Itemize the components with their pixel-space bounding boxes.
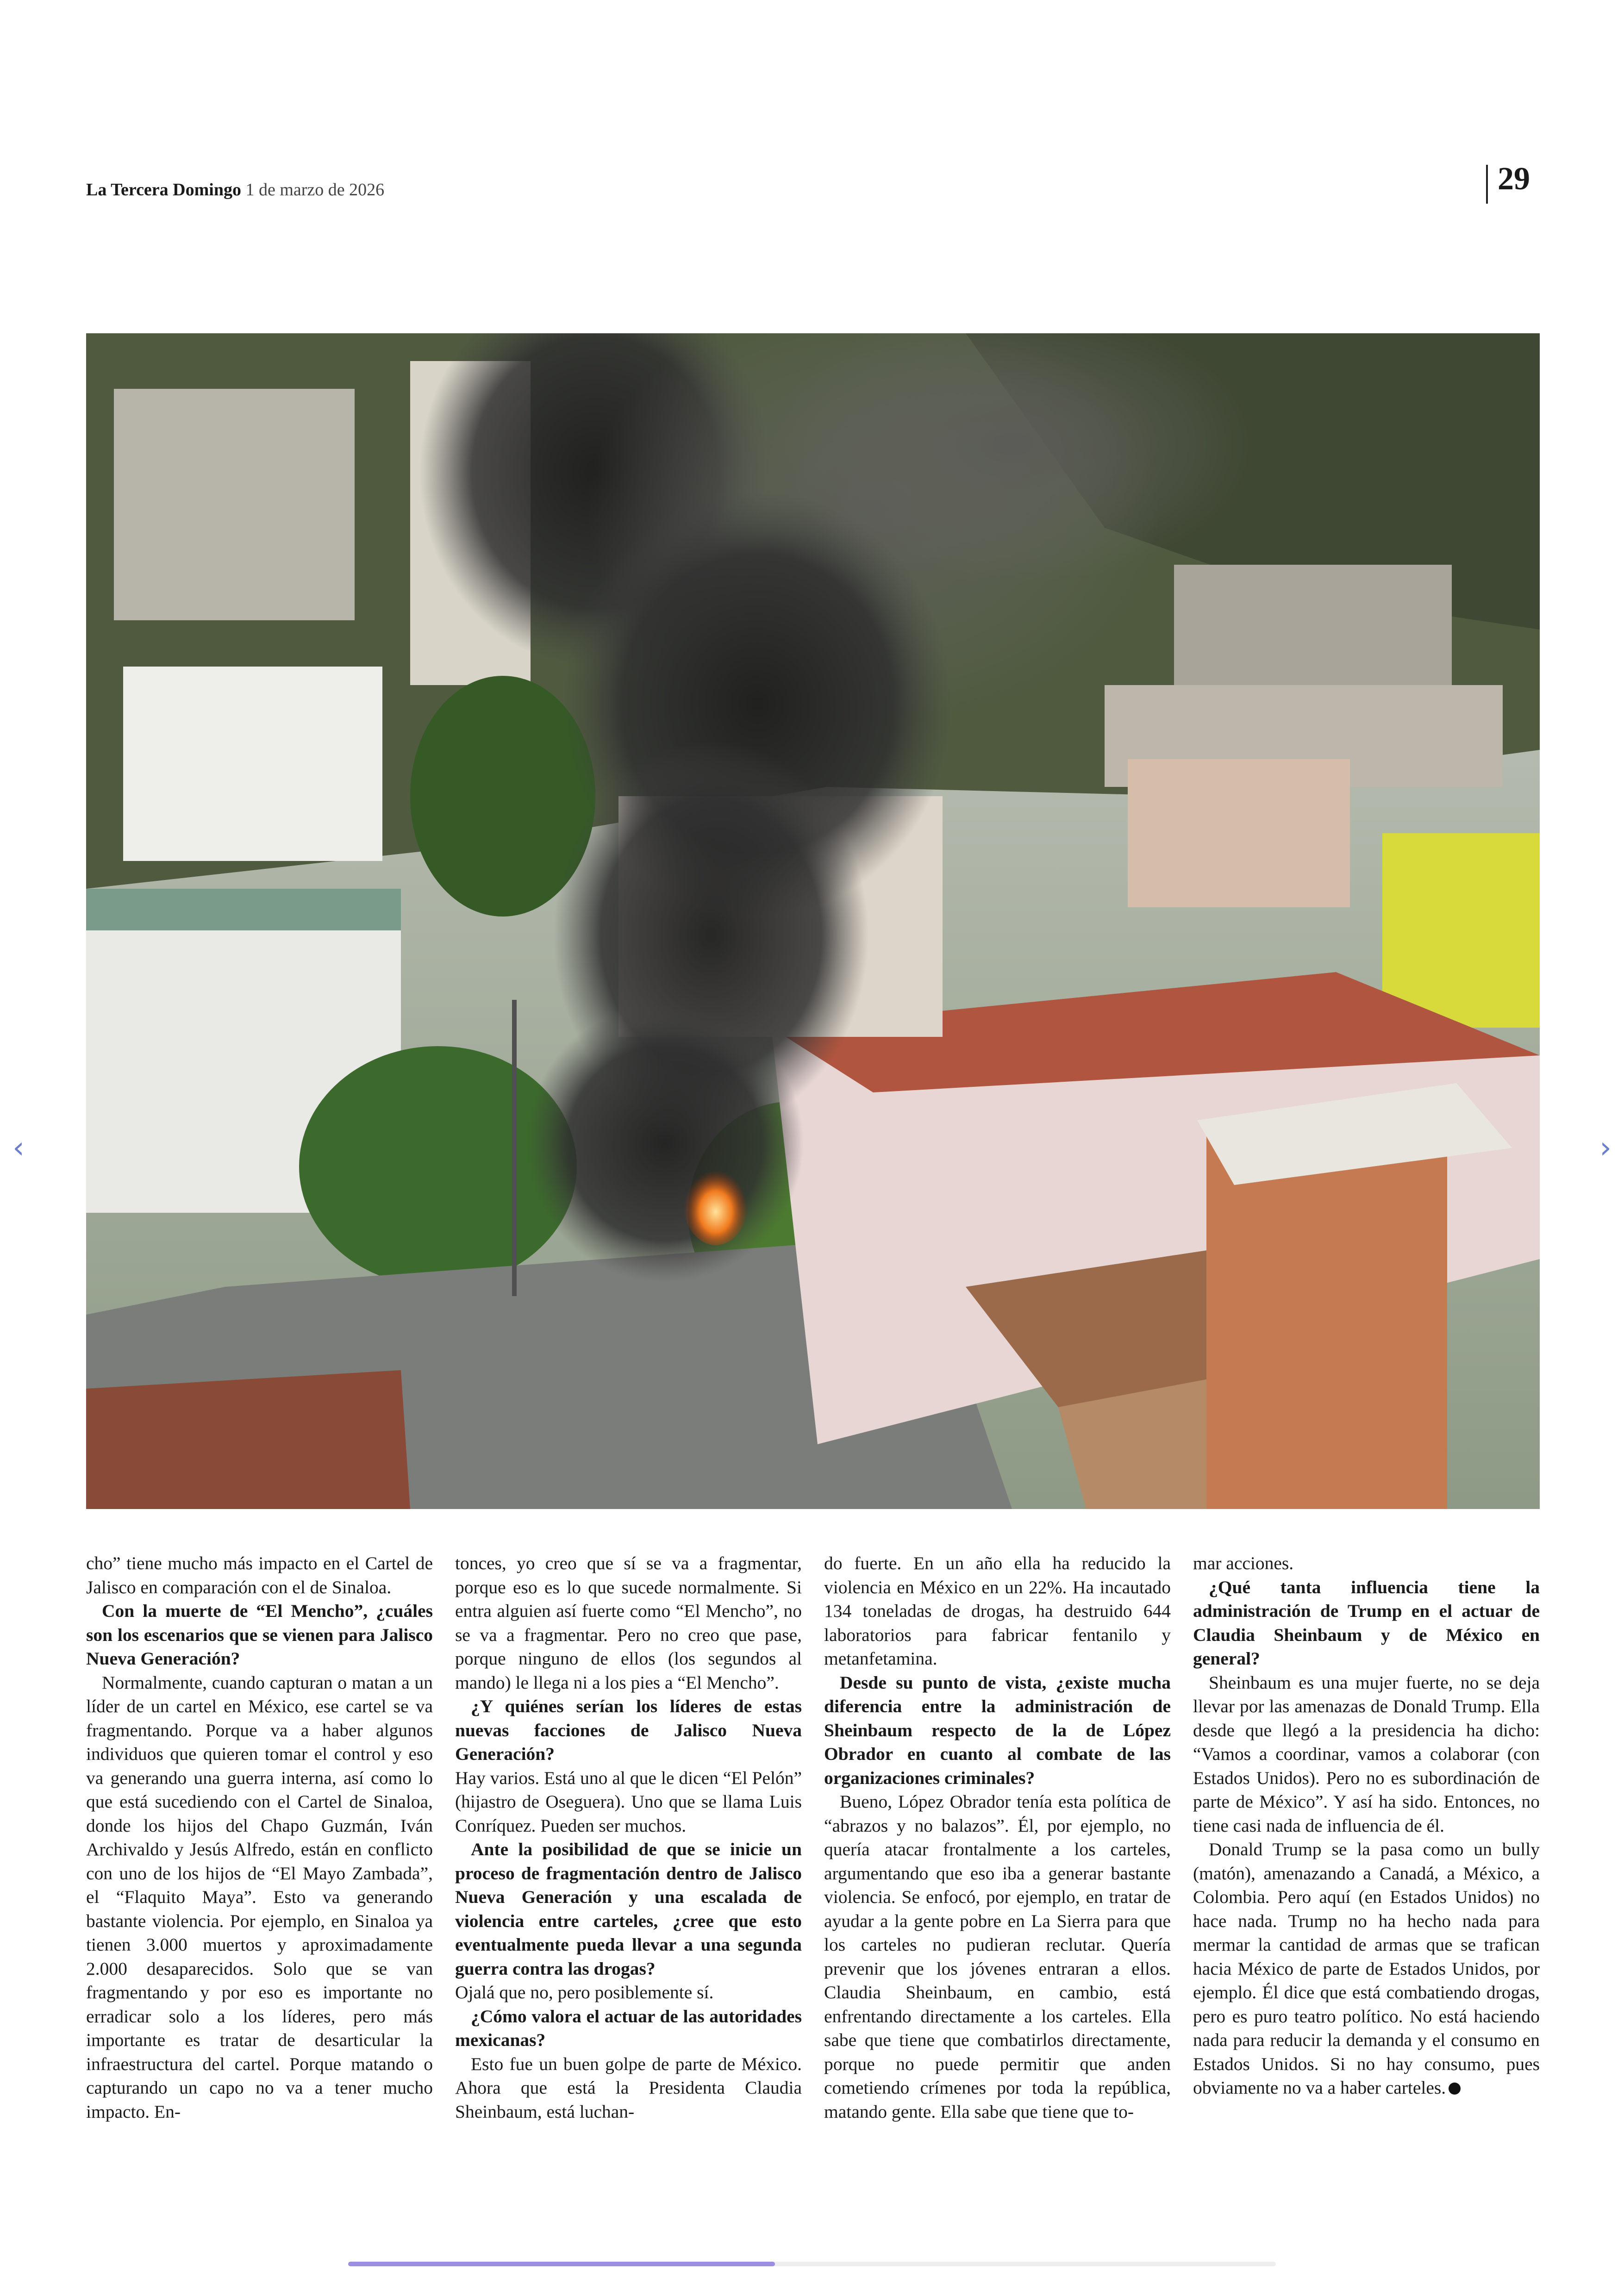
article-photo [86, 333, 1540, 1509]
interview-paragraph: cho” tiene mucho más impacto en el Cartel de Jalisco en comparación con el de Sinaloa. [86, 1553, 433, 1597]
publication-name: La Tercera Domingo [86, 180, 241, 200]
chevron-right-icon[interactable]: › [1599, 1131, 1612, 1165]
folio-divider [1486, 165, 1488, 204]
reading-progress-bar[interactable] [348, 2262, 1276, 2266]
interview-paragraph: Ojalá que no, pero posiblemente sí. [455, 1982, 714, 2002]
interview-paragraph: Hay varios. Está uno al que le dicen “El Pelón” (hijastro de Oseguera). Uno que se llama Luis Conríquez. Pueden ser muchos. [455, 1767, 802, 1836]
interview-paragraph: Normalmente, cuando capturan o matan a un líder de un cartel en México, ese cartel se va fragmentando. Porque va a haber algunos individuos que quieren tomar el control y eso va generando una guerra interna, así como lo que está sucediendo con el Cartel de Sinaloa, donde los hijos del Chapo Guzmán, Iván Archivaldo y Jesús Alfredo, están en conflicto con uno de los hijos de “El Mayo Zambada”, el “Flaquito Maya”. Esto va generando bastante violencia. Por ejemplo, en Sinaloa ya tienen 3.000 muertos y aproximadamente 2.000 desaparecidos. Solo que se van fragmentando y por eso es importante no erradicar solo a los líderes, pero más importante es tratar de desarticular la infraestructura del cartel. Porque matando o capturando un capo no va a tener mucho impacto. En- [86, 1672, 433, 2122]
interview-paragraph: Sheinbaum es una mujer fuerte, no se deja llevar por las amenazas de Donald Trump. Ella desde que llegó a la presidencia ha dicho: “Vamos a coordinar, vamos a colaborar (con Estados Unidos). Pero no es subordinación de parte de México”. Y así ha sido. Entonces, no tiene casi nada de influencia de él. [1193, 1672, 1540, 1836]
interview-question: Desde su punto de vista, ¿existe mucha diferencia entre la administración de Sheinbaum respecto de la de López Obrador en cuanto al combate de las organizaciones criminales? [824, 1672, 1171, 1788]
interview-paragraph: tonces, yo creo que sí se va a fragmentar, porque eso es lo que sucede normalmente. Si entra alguien así fuerte como “El Mencho”, no se va a fragmentar. Pero no creo que pase, porque ninguno de ellos (los segundos al mando) le llega ni a los pies a “El Mencho”. [455, 1553, 802, 1693]
interview-paragraph: do fuerte. En un año ella ha reducido la violencia en México en un 22%. Ha incautado 134 toneladas de drogas, ha destruido 644 laboratorios para fabricar fentanilo y metanfetamina. [824, 1553, 1171, 1669]
interview-question: Con la muerte de “El Mencho”, ¿cuáles son los escenarios que se vienen para Jalisco Nueva Generación? [86, 1601, 433, 1669]
article-column-3 [824, 1552, 1171, 2130]
publication-date: 1 de marzo de 2026 [245, 180, 385, 200]
article-column-2 [455, 1552, 802, 2130]
interview-question: ¿Qué tanta influencia tiene la administración de Trump en el actuar de Claudia Sheinbaum y de México en general? [1193, 1577, 1540, 1669]
article-column-1 [86, 1552, 433, 2130]
reading-progress-fill [348, 2262, 775, 2266]
interview-paragraph: Donald Trump se la pasa como un bully (matón), amenazando a Canadá, a México, a Colombia. Pero aquí (en Estados Unidos) no hace nada. Trump no ha hecho nada para mermar la cantidad de armas que se trafican hacia México de parte de Estados Unidos, por ejemplo. Él dice que está combatiendo drogas, pero es puro teatro político. No está haciendo nada para reducir la demanda y el consumo en Estados Unidos. Si no hay consumo, pues obviamente no va a haber carteles. [1193, 1839, 1540, 2098]
interview-question: ¿Y quiénes serían los líderes de estas nuevas facciones de Jalisco Nueva Generación? [455, 1696, 802, 1764]
interview-paragraph: mar acciones. [1193, 1553, 1294, 1573]
photo-illustration [86, 333, 1540, 1509]
interview-paragraph: Bueno, López Obrador tenía esta política de “abrazos y no balazos”. Él, por ejemplo, no quería atacar frontalmente a los carteles, argumentando que eso iba a generar bastante violencia. Se enfocó, por ejemplo, en tratar de ayudar a la gente pobre en La Sierra para que los carteles no pudieran reclutar. Quería prevenir que los jóvenes entraran a ellos. Claudia Sheinbaum, en cambio, está enfrentando directamente a los carteles. Ella sabe que tiene que combatirlos directamente, porque no puede permitir que anden cometiendo crímenes por toda la república, matando gente. Ella sabe que tiene que to- [824, 1791, 1171, 2122]
page-number: 29 [1498, 161, 1530, 197]
interview-question: Ante la posibilidad de que se inicie un proceso de fragmentación dentro de Jalisco Nueva Generación y una escalada de violencia entre carteles, ¿cree que esto eventualmente pueda llevar a una segunda guerra contra las drogas? [455, 1839, 802, 1979]
article-body [86, 1552, 1540, 2130]
interview-paragraph: Esto fue un buen golpe de parte de México. Ahora que está la Presidenta Claudia Sheinbaum, está luchan- [455, 2053, 802, 2122]
article-column-4 [1193, 1552, 1540, 2130]
end-of-article-mark [1449, 2083, 1461, 2095]
masthead [86, 180, 384, 200]
interview-question: ¿Cómo valora el actuar de las autoridades mexicanas? [455, 2006, 802, 2050]
chevron-left-icon[interactable]: ‹ [12, 1131, 25, 1165]
